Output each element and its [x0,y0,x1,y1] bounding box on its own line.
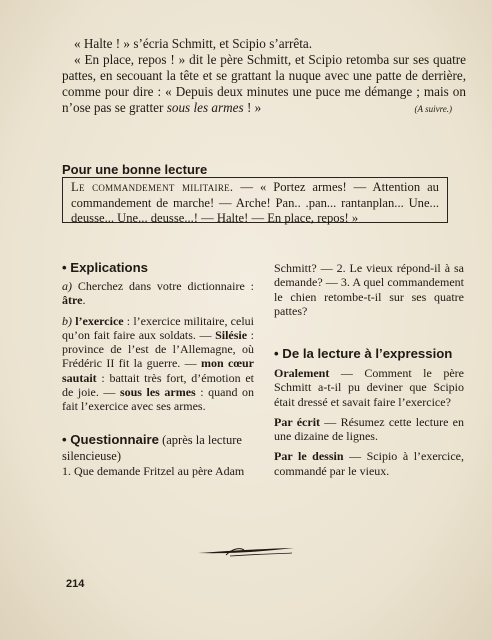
explication-a [62,279,254,308]
expression-title: De la lecture à l’expression [282,346,453,361]
end-a: . [82,293,86,308]
term-silesie: Silésie [215,327,248,342]
page-number: 214 [66,578,85,590]
term-exercice: l’exercice [72,313,124,328]
def-silesie: : province de l’est de l’Allemagne, où Frédéric II fit la guerre. — [62,327,255,371]
questionnaire-continuation [274,261,464,324]
story-text-1: « Halte ! » s’écria Schmitt, et Scipio s’arrêta. [74,36,313,51]
story-text-2b: ! » [243,100,262,115]
story-text-2-italic: sous les armes [166,100,244,115]
explication-b [62,314,254,414]
explications-heading [62,260,148,275]
lecture-lead: Le commandement militaire. [71,180,234,194]
ecrit-text: — Résumez cette lecture en une dizaine de lignes. [274,414,464,444]
explications-body [62,279,254,420]
questionnaire-heading [62,432,262,464]
questionnaire-title: Questionnaire [70,432,159,447]
term-coeur: mon cœur sautait [62,356,254,385]
lecture-text: — « Portez armes! — Attention au commandement de marche! — Arche! Pan.. .pan... rantanplan... Une... deusse... Une... deusse...! — Halte! — En place, repos! » [71,180,439,225]
dessin-text: — Scipio à l’exercice, commandé par le vieux. [274,449,464,478]
questions-2-3: Schmitt? — 2. Le vieux répond-il à sa demande? — 3. A quel commandement le chien retombe-t-il sur ses quatre pattes? [274,261,464,318]
label-a: a) [62,279,72,293]
ecrit-item [274,415,464,444]
bullet-icon: • [62,260,67,275]
oralement-text: — Comment le père Schmitt a-t-il pu deviner que Scipio était dressé et savait faire l’exercice? [274,366,464,409]
story-paragraph-1 [62,36,466,52]
a-suivre-note: (A suivre.) [414,104,452,114]
oralement-label: Oralement [274,366,330,380]
word-atre: âtre [62,293,83,308]
lecture-title: Pour une bonne lecture [62,162,208,177]
story-paragraph-2 [62,52,466,116]
def-armes: : quand on fait l’exercice avec ses armes. [62,385,254,414]
label-b: b) [62,313,72,328]
story-text-2a: « En place, repos ! » dit le père Schmitt, et Scipio retomba sur ses quatre pattes, en secouant la tête et se grattant la nuque avec une patte de derrière, comme pour dire : « Depuis deux minutes une puce me démange ; mais on n’ose pas se gratter [62,52,466,115]
explications-title: Explications [70,260,148,275]
questionnaire-subtitle: (après la lecture silencieuse) [62,433,242,463]
oralement-item [274,366,464,409]
dessin-label: Par le dessin [274,449,344,464]
expression-heading [274,346,452,361]
lecture-box [62,177,448,223]
decorative-swash-icon [196,540,296,562]
expression-body [274,366,464,484]
def-exercice: : l’exercice militaire, celui qu’on fait faire aux soldats. — [62,313,254,342]
questionnaire-body [62,464,254,484]
ecrit-label: Par écrit [274,414,321,429]
term-armes: sous les armes [119,385,196,400]
bullet-icon: • [274,346,279,361]
bullet-icon: • [62,432,67,447]
text-a: Cherchez dans votre dictionnaire : [72,279,254,293]
question-1: 1. Que demande Fritzel au père Adam [62,464,245,478]
def-coeur: : battait très fort, d’émotion et de joie. — [62,370,254,400]
dessin-item [274,449,464,478]
